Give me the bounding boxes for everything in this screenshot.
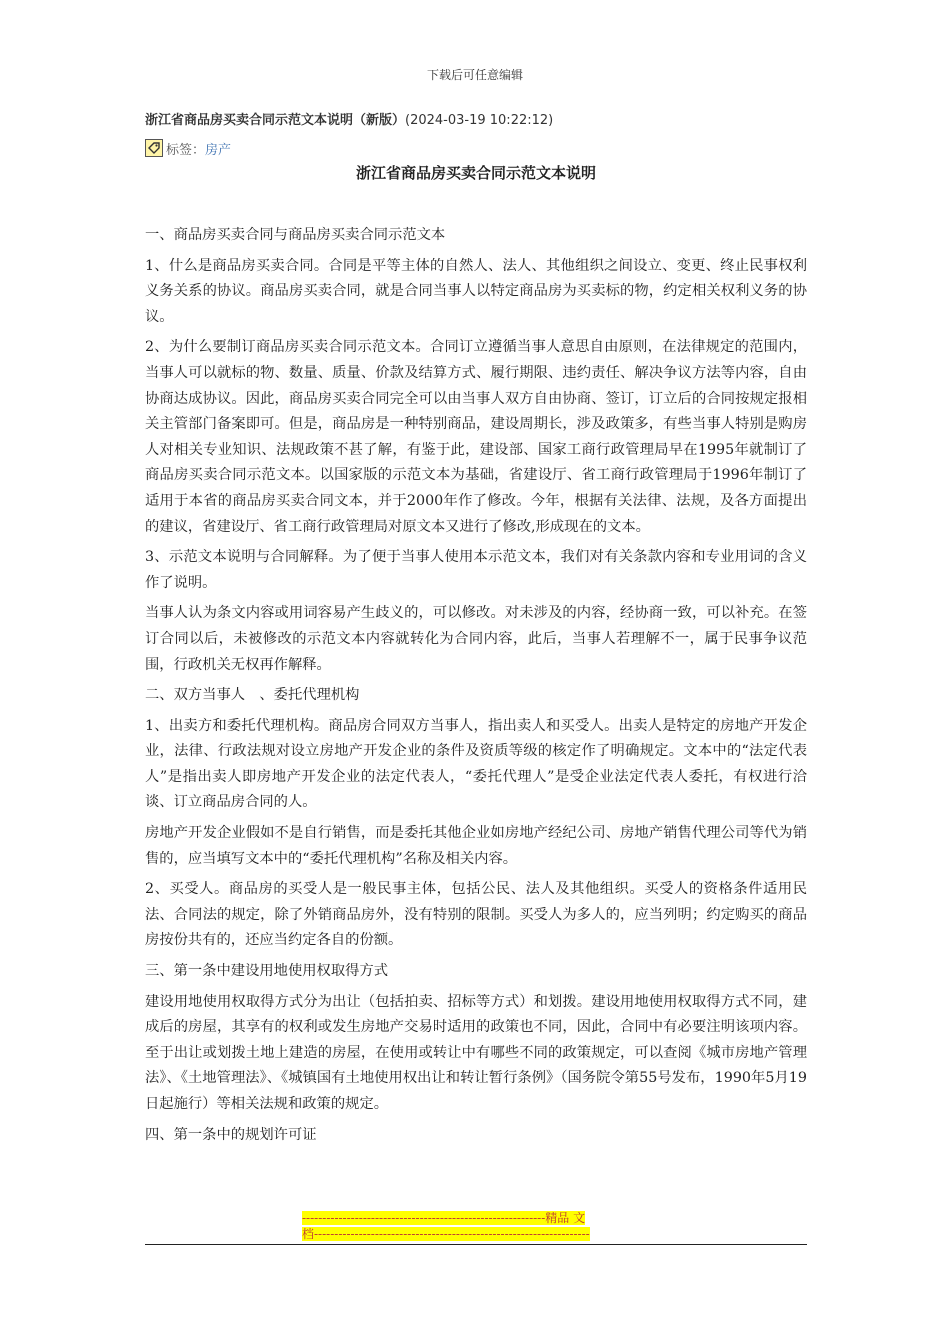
tag-icon [145, 139, 163, 157]
document-title: 浙江省商品房买卖合同示范文本说明 [355, 164, 596, 182]
paragraph: 1、什么是商品房买卖合同。合同是平等主体的自然人、法人、其他组织之间设立、变更、终止民事权利义务关系的协议。商品房买卖合同，就是合同当事人以特定商品房为买卖标的物，约定相关权利义务的协议。 [145, 257, 807, 325]
paragraph: 房地产开发企业假如不是自行销售，而是委托其他企业如房地产经纪公司、房地产销售代理公司等代为销售的，应当填写文本中的“委托代理机构”名称及相关内容。 [145, 825, 807, 867]
tag-link[interactable]: 房产 [205, 142, 232, 158]
post-title-text: 浙江省商品房买卖合同示范文本说明（新版） [145, 113, 406, 128]
document-body [145, 112, 807, 1153]
tag-line [145, 138, 807, 158]
post-title [145, 112, 807, 130]
section-heading: 三、第一条中建设用地使用权取得方式 [145, 963, 389, 980]
paragraph: 1、出卖方和委托代理机构。商品房合同双方当事人，指出卖人和买受人。出卖人是特定的房地产开发企业，法律、行政法规对设立房地产开发企业的条件及资质等级的核定作了明确规定。文本中的“法定代表人”是指出卖人即房地产开发企业的法定代表人，“委托代理人”是受企业法定代表人委托，有权进行洽谈、订立商品房合同的人。 [145, 717, 807, 811]
section-heading: 二、双方当事人 、委托代理机构 [145, 687, 360, 704]
footer-watermark [302, 1210, 648, 1242]
tag-label: 标签： [166, 142, 206, 158]
page-header-note: 下载后可任意编辑 [426, 68, 523, 82]
paragraph: 当事人认为条文内容或用词容易产生歧义的，可以修改。对未涉及的内容，经协商一致，可以补充。在签订合同以后，未被修改的示范文本内容就转化为合同内容，此后，当事人若理解不一，属于民事争议范围，行政机关无权再作解释。 [145, 605, 807, 673]
paragraph: 2、为什么要制订商品房买卖合同示范文本。合同订立遵循当事人意思自由原则，在法律规定的范围内，当事人可以就标的物、数量、质量、价款及结算方式、履行期限、违约责任、解决争议方法等内容，自由协商达成协议。因此，商品房买卖合同完全可以由当事人双方自由协商、签订，订立后的合同按规定报相关主管部门备案即可。但是，商品房是一种特别商品，建设周期长，涉及政策多，有些当事人特别是购房人对相关专业知识、法规政策不甚了解，有鉴于此，建设部、国家工商行政管理局早在1995年就制订了商品房买卖合同示范文本。以国家版的示范文本为基础，省建设厅、省工商行政管理局于1996年制订了适用于本省的商品房买卖合同文本，并于2000年作了修改。今年，根据有关法律、法规，及各方面提出的建议，省建设厅、省工商行政管理局对原文本又进行了修改,形成现在的文本。 [145, 339, 807, 535]
paragraph: 建设用地使用权取得方式分为出让（包括拍卖、招标等方式）和划拨。建设用地使用权取得方式不同，建成后的房屋，其享有的权利或发生房地产交易时适用的政策也不同，因此，合同中有必要注明该项内容。至于出让或划拨土地上建造的房屋，在使用或转让中有哪些不同的政策规定，可以查阅《城市房地产管理法》、《土地管理法》、《城镇国有土地使用权出让和转让暂行条例》（国务院令第55号发布，1990年5月19日起施行）等相关法规和政策的规定。 [145, 993, 807, 1112]
footer-line-1: ------------------------------------------------------------精品 文 [302, 1211, 586, 1225]
footer-divider [145, 1244, 807, 1245]
section-heading: 四、第一条中的规划许可证 [145, 1126, 317, 1143]
paragraph: 2、买受人。商品房的买受人是一般民事主体，包括公民、法人及其他组织。买受人的资格条件适用民法、合同法的规定，除了外销商品房外，没有特别的限制。买受人为多人的，应当列明；约定购买的商品房按份共有的，还应当约定各自的份额。 [145, 881, 807, 949]
paragraph: 3、示范文本说明与合同解释。为了便于当事人使用本示范文本，我们对有关条款内容和专业用词的含义作了说明。 [145, 549, 807, 591]
section-heading: 一、商品房买卖合同与商品房买卖合同示范文本 [145, 227, 446, 243]
footer-line-2: 档-------------------------------------------------------------------- [302, 1227, 590, 1241]
post-timestamp: (2024-03-19 10:22:12) [405, 113, 554, 128]
